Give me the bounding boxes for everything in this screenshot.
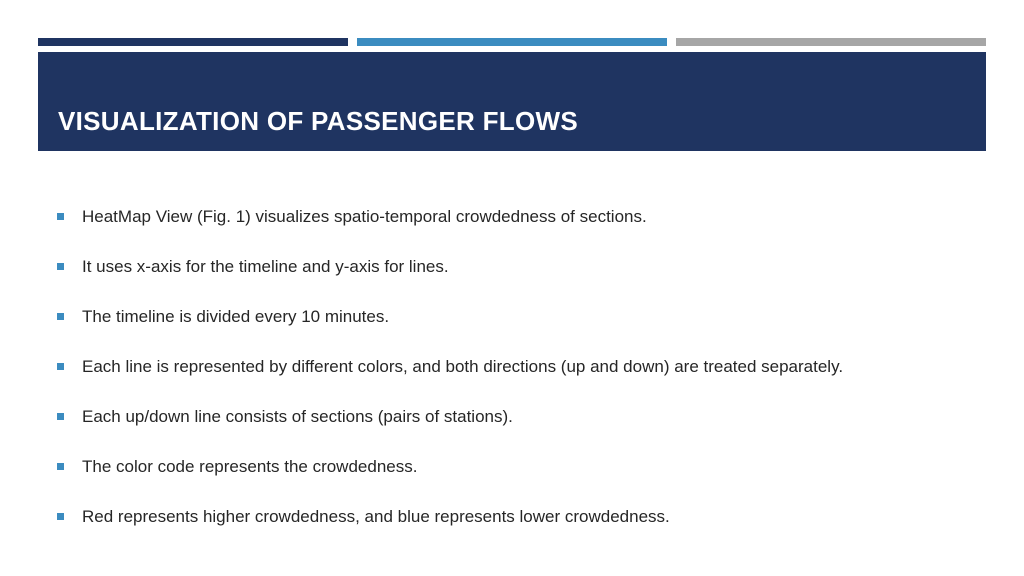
bullet-text: It uses x-axis for the timeline and y-axis for lines. <box>82 257 449 276</box>
top-accent-bar-dark <box>38 38 348 46</box>
bullet-item <box>57 306 987 356</box>
top-accent-bar-blue <box>357 38 667 46</box>
square-bullet-icon <box>57 363 64 370</box>
bullet-text: The timeline is divided every 10 minutes. <box>82 307 390 326</box>
square-bullet-icon <box>57 213 64 220</box>
square-bullet-icon <box>57 413 64 420</box>
slide-title: VISUALIZATION OF PASSENGER FLOWS <box>58 106 578 136</box>
bullet-item <box>57 456 987 506</box>
bullet-item <box>57 256 987 306</box>
bullet-item <box>57 356 987 406</box>
bullet-list <box>57 206 987 556</box>
bullet-text: Each line is represented by different colors, and both directions (up and down) are treated separately. <box>82 357 844 376</box>
square-bullet-icon <box>57 263 64 270</box>
square-bullet-icon <box>57 313 64 320</box>
title-banner <box>38 52 986 151</box>
bullet-text: Red represents higher crowdedness, and blue represents lower crowdedness. <box>82 507 670 526</box>
square-bullet-icon <box>57 513 64 520</box>
bullet-text: The color code represents the crowdedness. <box>82 457 418 476</box>
bullet-item <box>57 506 987 556</box>
bullet-text: Each up/down line consists of sections (pairs of stations). <box>82 407 513 426</box>
square-bullet-icon <box>57 463 64 470</box>
bullet-text: HeatMap View (Fig. 1) visualizes spatio-temporal crowdedness of sections. <box>82 207 647 226</box>
bullet-item <box>57 406 987 456</box>
top-accent-bar-gray <box>676 38 986 46</box>
bullet-item <box>57 206 987 256</box>
